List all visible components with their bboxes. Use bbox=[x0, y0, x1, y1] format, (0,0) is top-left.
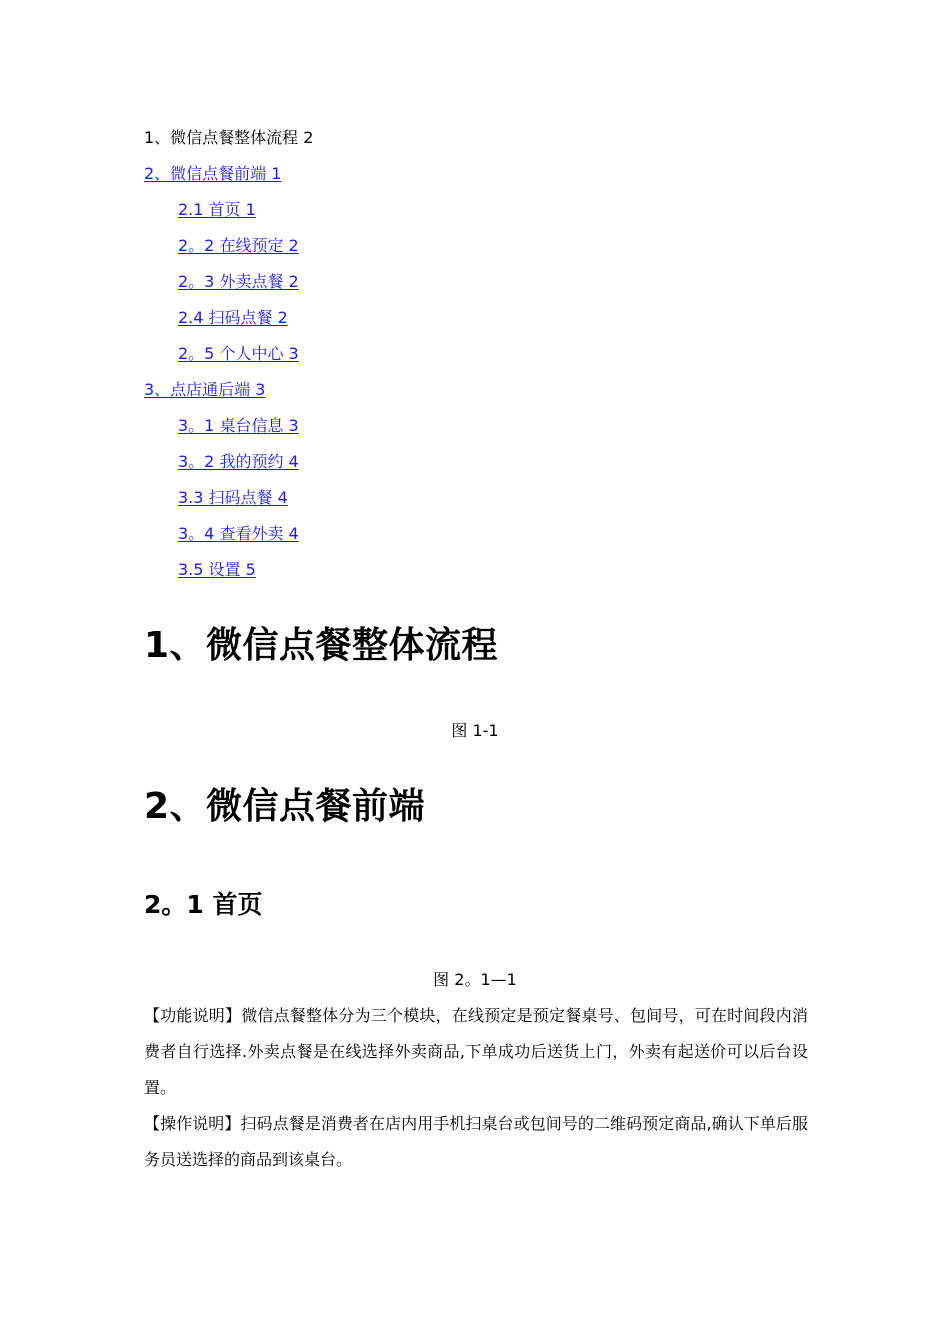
toc-link-section-2-2[interactable]: 2。2 在线预定 2 bbox=[178, 236, 299, 255]
toc-link-section-3-5[interactable]: 3.5 设置 5 bbox=[178, 560, 256, 579]
toc-link-section-3-3[interactable]: 3.3 扫码点餐 4 bbox=[178, 488, 288, 507]
section-2-heading: 2、微信点餐前端 bbox=[144, 786, 426, 827]
toc-link-section-2-1[interactable]: 2.1 首页 1 bbox=[178, 200, 256, 219]
figure-caption-2-1-1: 图 2。1—1 bbox=[433, 970, 517, 989]
toc-link-section-3-4[interactable]: 3。4 查看外卖 4 bbox=[178, 524, 299, 543]
toc-link-section-2-5[interactable]: 2。5 个人中心 3 bbox=[178, 344, 299, 363]
section-2-1-heading: 2。1 首页 bbox=[144, 890, 263, 919]
toc-item-section-1: 1、微信点餐整体流程 2 bbox=[144, 128, 314, 147]
toc-link-section-2-3[interactable]: 2。3 外卖点餐 2 bbox=[178, 272, 299, 291]
toc-link-section-2-4[interactable]: 2.4 扫码点餐 2 bbox=[178, 308, 288, 327]
toc-link-section-3-1[interactable]: 3。1 桌台信息 3 bbox=[178, 416, 299, 435]
operation-description-paragraph: 【操作说明】扫码点餐是消费者在店内用手机扫桌台或包间号的二维码预定商品,确认下单后服务员送选择的商品到该桌台。 bbox=[144, 1114, 808, 1169]
toc-link-section-3[interactable]: 3、点店通后端 3 bbox=[144, 380, 266, 399]
toc-link-section-2[interactable]: 2、微信点餐前端 1 bbox=[144, 164, 282, 183]
section-1-heading: 1、微信点餐整体流程 bbox=[144, 625, 499, 666]
figure-caption-1-1: 图 1-1 bbox=[451, 721, 499, 740]
function-description-paragraph: 【功能说明】微信点餐整体分为三个模块，在线预定是预定餐桌号、包间号，可在时间段内消费者自行选择.外卖点餐是在线选择外卖商品,下单成功后送货上门，外卖有起送价可以后台设置。 bbox=[144, 1006, 808, 1097]
toc-link-section-3-2[interactable]: 3。2 我的预约 4 bbox=[178, 452, 299, 471]
